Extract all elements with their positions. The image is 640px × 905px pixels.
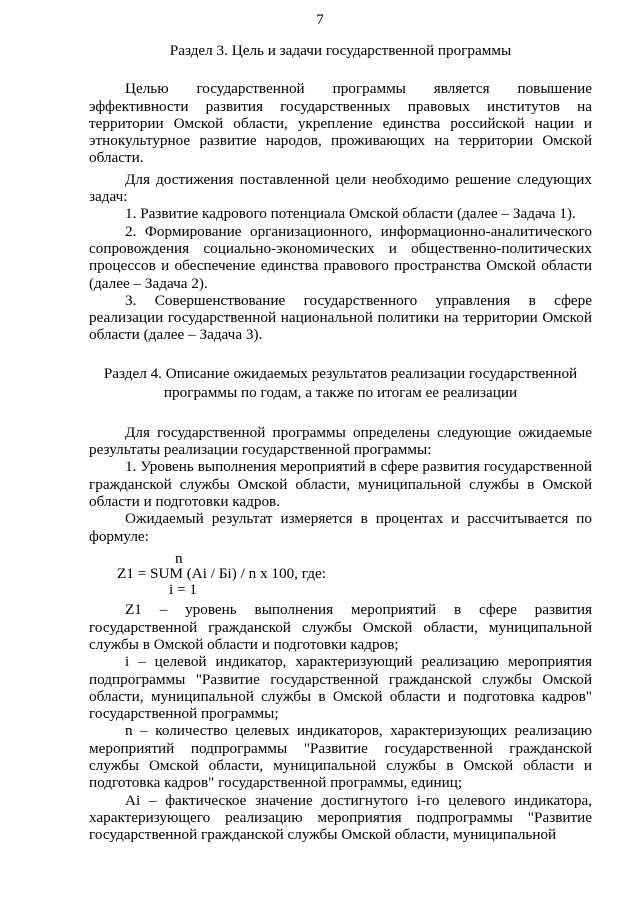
section4-title bbox=[89, 364, 592, 402]
definition-i: i – целевой индикатор, характеризующий реализацию мероприятия подпрограммы "Развитие государственной гражданской службы Омской области, муниципальной службы в Омской области и подготовка кадров" государственной программы; bbox=[89, 653, 592, 723]
formula-block bbox=[117, 551, 592, 598]
formula-upper-limit: n bbox=[175, 549, 183, 567]
page-content bbox=[89, 42, 592, 843]
section4-intro: Для государственной программы определены следующие ожидаемые результаты реализации государственной программы: bbox=[89, 423, 592, 459]
task-item-3: 3. Совершенствование государственного управления в сфере реализации государственной национальной политики на территории Омской области (далее – Задача 3). bbox=[89, 291, 592, 344]
section3-title: Раздел 3. Цель и задачи государственной программы bbox=[169, 42, 512, 59]
formula-lower-limit: i = 1 bbox=[169, 580, 197, 598]
definition-ai: Ai – фактическое значение достигнутого i-го целевого индикатора, характеризующего реализацию мероприятия подпрограммы "Развитие государственной гражданской службы Омской области, муниципальной bbox=[89, 791, 592, 844]
section4-title-line2: программы по годам, а также по итогам ее реализации bbox=[163, 383, 518, 401]
page-number: 7 bbox=[316, 12, 324, 28]
definition-z1: Z1 – уровень выполнения мероприятий в сфере развития государственной гражданской службы Омской области, муниципальной службы в Омской области и подготовки кадров; bbox=[89, 601, 592, 653]
task-item-2: 2. Формирование организационного, информационно-аналитического сопровождения социально-экономических и общественно-политических процессов и обеспечение единства правового пространства Омской области (далее – Задача 2). bbox=[89, 222, 592, 292]
task-item-1: 1. Развитие кадрового потенциала Омской области (далее – Задача 1). bbox=[125, 205, 576, 223]
section3-tasks-intro: Для достижения поставленной цели необходимо решение следующих задач: bbox=[89, 170, 592, 206]
measure-paragraph: Ожидаемый результат измеряется в процентах и рассчитывается по формуле: bbox=[89, 510, 592, 545]
section3-goal-paragraph: Целью государственной программы является повышение эффективности развития государственных правовых институтов на территории Омской области, укрепление единства российской нации и этнокультурное развитие народов, проживающих на территории Омской области. bbox=[89, 80, 592, 167]
formula-main: Z1 = SUM (Ai / Бi) / n x 100, где: bbox=[117, 565, 326, 583]
result-item-1: 1. Уровень выполнения мероприятий в сфере развития государственной гражданской службы Омской области, муниципальной службы в Омской области и подготовки кадров. bbox=[89, 458, 592, 510]
definition-n: n – количество целевых индикаторов, характеризующих реализацию мероприятий подпрограммы "Развитие государственной гражданской службы Омской области, муниципальной службы в Омской области и подготовка кадров" государственной программы, единиц; bbox=[89, 722, 592, 792]
section4-title-line1: Раздел 4. Описание ожидаемых результатов реализации государственной bbox=[103, 364, 578, 382]
